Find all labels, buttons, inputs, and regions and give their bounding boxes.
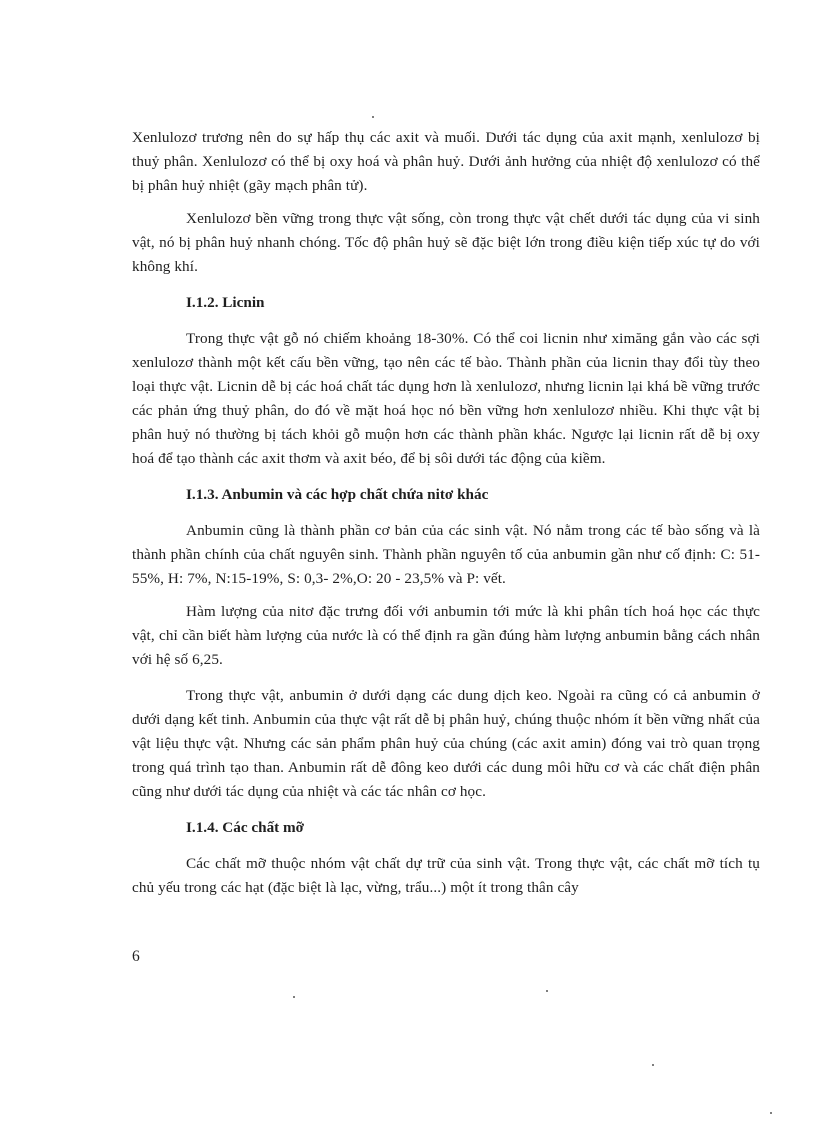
page-body: [132, 126, 760, 900]
scan-speck: [372, 116, 374, 118]
paragraph-cellulose-hydrolysis: Xenlulozơ trương nên do sự hấp thụ các axit và muối. Dưới tác dụng của axit mạnh, xenlulozơ bị thuỷ phân. Xenlulozơ có thể bị oxy hoá và phân huỷ. Dưới ảnh hưởng của nhiệt độ xenlulozơ có thể bị phân huỷ nhiệt (gãy mạch phân tử).: [132, 129, 760, 194]
scan-speck: [652, 1064, 654, 1066]
paragraph-nitrogen-content: Hàm lượng của nitơ đặc trưng đối với anbumin tới mức là khi phân tích hoá học các thực vật, chỉ cần biết hàm lượng của nước là có thể định ra gần đúng hàm lượng anbumin bằng cách nhân với hệ số 6,25.: [132, 603, 760, 668]
scan-speck: [546, 990, 548, 992]
heading-licnin: I.1.2. Licnin: [186, 294, 265, 311]
heading-anbumin: I.1.3. Anbumin và các hợp chất chứa nitơ khác: [186, 486, 489, 503]
paragraph-cellulose-stability: Xenlulozơ bền vững trong thực vật sống, còn trong thực vật chết dưới tác dụng của vi sinh vật, nó bị phân huỷ nhanh chóng. Tốc độ phân huỷ sẽ đặc biệt lớn trong điều kiện tiếp xúc tự do với không khí.: [132, 210, 760, 275]
page-number: 6: [132, 948, 140, 965]
paragraph-licnin: Trong thực vật gỗ nó chiếm khoảng 18-30%. Có thể coi licnin như ximăng gắn vào các sợi xenlulozơ thành một kết cấu bền vững, tạo nên các tế bào. Thành phần của licnin thay đổi tùy theo loại thực vật. Licnin dễ bị các hoá chất tác dụng hơn là xenlulozơ, nhưng licnin lại khá bề vững trước các phản ứng thuỷ phân, do đó về mặt hoá học nó bền vững hơn xenlulozơ nhiều. Khi thực vật bị phân huỷ nó thường bị tách khỏi gỗ muộn hơn các thành phần khác. Ngược lại licnin rất dễ bị oxy hoá để tạo thành các axit thơm và axit béo, để bị sôi dưới tác động của kiềm.: [132, 330, 760, 467]
heading-fats: I.1.4. Các chất mỡ: [186, 819, 305, 836]
scan-speck: [770, 1112, 772, 1114]
scan-speck: [293, 996, 295, 998]
paragraph-fats: Các chất mỡ thuộc nhóm vật chất dự trữ của sinh vật. Trong thực vật, các chất mỡ tích tụ chủ yếu trong các hạt (đặc biệt là lạc, vừng, trẩu...) một ít trong thân cây: [132, 855, 760, 896]
paragraph-anbumin-composition: Anbumin cũng là thành phần cơ bản của các sinh vật. Nó nằm trong các tế bào sống và là thành phần chính của chất nguyên sinh. Thành phần nguyên tố của anbumin gần như cố định: C: 51-55%, H: 7%, N:15-19%, S: 0,3- 2%,O: 20 - 23,5% và P: vết.: [132, 522, 760, 587]
paragraph-anbumin-in-plants: Trong thực vật, anbumin ở dưới dạng các dung dịch keo. Ngoài ra cũng có cả anbumin ở dưới dạng kết tinh. Anbumin của thực vật rất dễ bị phân huỷ, chúng thuộc nhóm ít bền vững nhất của vật liệu thực vật. Nhưng các sản phẩm phân huỷ của chúng (các axit amin) đóng vai trò quan trọng trong quá trình tạo than. Anbumin rất dễ đông keo dưới các dung môi hữu cơ và các chất điện phân cũng như dưới tác dụng của nhiệt và các tác nhân cơ học.: [132, 687, 760, 800]
